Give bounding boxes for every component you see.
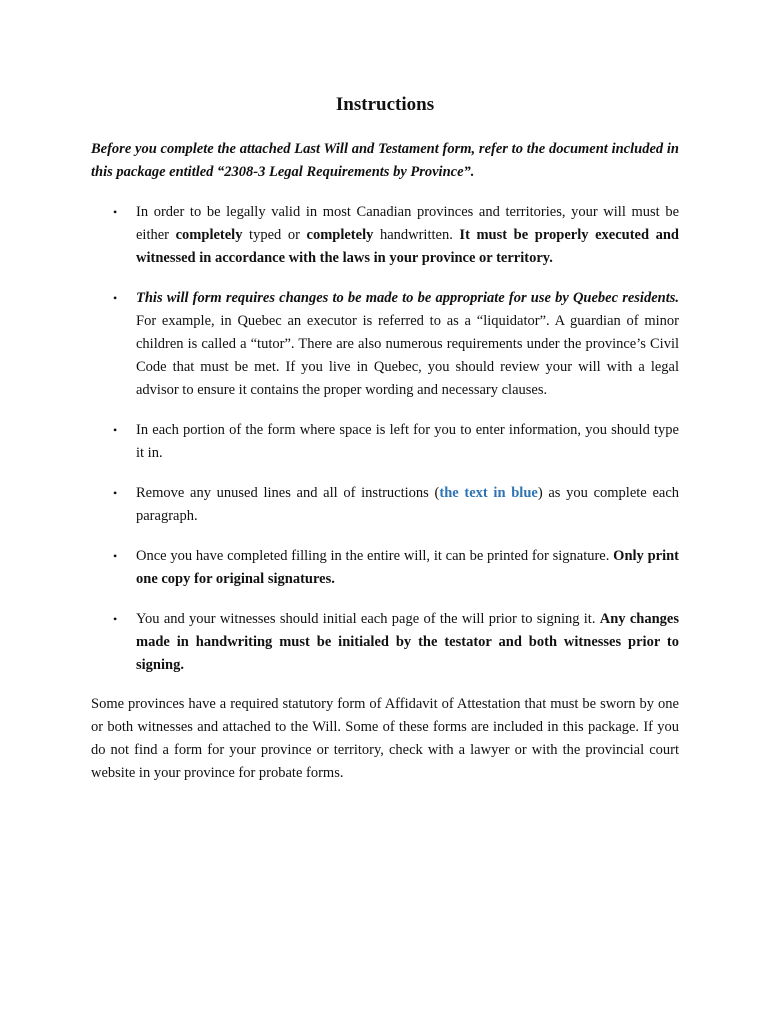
bullet-icon: • [113,549,118,563]
list-item-text: For example, in Quebec an executor is referred to as a “liquidator”. A guardian of minor children is called a “tutor”. There are also numerous requirements under the province’s Civil Code that must be met. If you live in Quebec, you should review your will with a legal advisor to ensure it contains the proper wording and necessary clauses. [136,313,679,398]
list-item-print [91,545,679,591]
bullet-icon: • [113,205,118,219]
list-item-text: You and your witnesses should initial each page of the will prior to signing it. [136,611,600,627]
bullet-icon: • [113,291,118,305]
list-item-type-it-in [91,419,679,465]
bullet-icon: • [113,486,118,500]
intro-paragraph: Before you complete the attached Last Will and Testament form, refer to the document included in this package entitled “2308-3 Legal Requirements by Province”. [91,141,679,180]
list-item-remove-unused [91,482,679,528]
list-item-text: handwritten. [373,227,460,243]
bullet-icon: • [113,612,118,626]
bullet-icon: • [113,423,118,437]
list-item-legal-validity [91,201,679,270]
emphasis-text: completely [306,227,374,243]
emphasis-text: completely [175,227,243,243]
list-item-text: typed or [242,227,307,243]
instructions-list [91,201,679,694]
emphasis-text: Only print one copy for original signatures. [136,548,680,587]
closing-paragraph: Some provinces have a required statutory form of Affidavit of Attestation that must be sworn by one or both witnesses and attached to the Will. Some of these forms are included in this package. If you do not find a form for your province or territory, check with a lawyer or with the provincial court website in your province for probate forms. [91,696,679,781]
emphasis-text: Any changes made in handwriting must be initialed by the testator and both witnesses prior to signing. [136,611,679,673]
list-item-text: In order to be legally valid in most Canadian provinces and territories, your will must be either [136,204,679,243]
list-item-text: ) as you complete each paragraph. [136,485,679,524]
list-item-initial-pages [91,608,679,677]
list-item-quebec [91,287,679,402]
blue-instruction-text: the text in blue [439,485,538,501]
list-item-text: Remove any unused lines and all of instructions ( [136,485,440,501]
emphasis-text: This will form requires changes to be made to be appropriate for use by Quebec residents. [136,290,679,306]
emphasis-text: It must be properly executed and witnessed in accordance with the laws in your province or territory. [136,227,679,266]
list-item-text: Once you have completed filling in the entire will, it can be printed for signature. [136,548,614,564]
page-title: Instructions [335,94,435,115]
list-item-text: In each portion of the form where space is left for you to enter information, you should type it in. [136,422,679,461]
